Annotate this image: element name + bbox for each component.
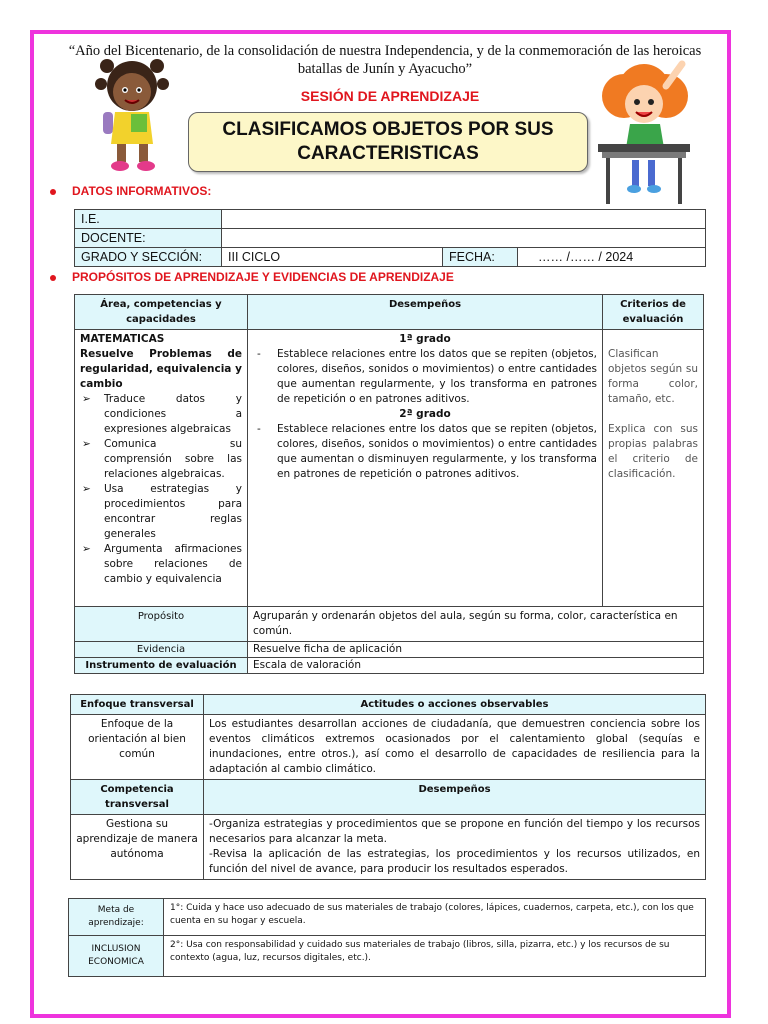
competencia-transversal-name: Gestiona su aprendizaje de manera autónoma	[71, 815, 204, 880]
enfoque-name: Enfoque de la orientación al bien común	[71, 715, 204, 780]
desempeno-a: -Organiza estrategias y procedimientos que se propone en función del tiempo y los recursos necesarios para alcanzar la meta.	[209, 818, 700, 845]
grado2-label: 2ª grado	[399, 408, 451, 420]
bullet-icon	[50, 189, 56, 195]
ie-value	[222, 210, 706, 229]
meta-label: Meta de aprendizaje:	[69, 899, 164, 936]
meta-item-1: 1°: Cuida y hace uso adecuado de sus materiales de trabajo (colores, lápices, cuadernos, carpeta, etc.), con los que cuenta en su hogar y escuela.	[164, 899, 706, 936]
session-label: SESIÓN DE APRENDIZAJE	[300, 88, 480, 104]
desempenos-transversal-cell	[204, 815, 706, 880]
desempeno-2: - Establece relaciones entre los datos que se repiten (objetos, colores, diseños, sonidos o movimientos) o entre cantidades que aumentan o disminuyen regularmente, y los transforma en patrones de repetición o patrones aditivos.	[253, 422, 597, 482]
proposito-label: Propósito	[75, 607, 248, 642]
evidencia-value: Resuelve ficha de aplicación	[248, 642, 704, 658]
list-item: ➢ Comunica su comprensión sobre las relaciones algebraicas.	[80, 437, 242, 482]
docente-value	[222, 229, 706, 248]
heading-text: PROPÓSITOS DE APRENDIZAJE Y EVIDENCIAS DE APRENDIZAJE	[72, 270, 454, 284]
docente-label: DOCENTE:	[75, 229, 222, 248]
motto-text: “Año del Bicentenario, de la consolidación de nuestra Independencia, y de la conmemoración de las heroicas batallas de Junín y Ayacucho”	[68, 43, 702, 77]
grado-value: III CICLO	[222, 248, 443, 267]
grado1-label: 1ª grado	[399, 333, 451, 345]
col-desempenos-transversal: Desempeños	[204, 780, 706, 815]
page-title: CLASIFICAMOS OBJETOS POR SUS CARACTERISTICAS	[188, 112, 588, 172]
col-competencia: Competencia transversal	[71, 780, 204, 815]
datos-table	[74, 209, 706, 267]
fecha-value: …… /…… / 2024	[518, 248, 706, 267]
ie-label: I.E.	[75, 210, 222, 229]
proposito-value: Agruparán y ordenarán objetos del aula, según su forma, color, característica en común.	[248, 607, 704, 642]
col-area: Área, competencias y capacidades	[75, 295, 248, 330]
girl-at-desk-illustration	[596, 56, 696, 208]
list-item: ➢ Traduce datos y condiciones a expresiones algebraicas	[80, 392, 242, 437]
section-heading-datos	[50, 184, 211, 198]
col-enfoque: Enfoque transversal	[71, 695, 204, 715]
col-actitudes: Actitudes o acciones observables	[204, 695, 706, 715]
evidencia-label: Evidencia	[75, 642, 248, 658]
desempeno-1: - Establece relaciones entre los datos que se repiten (objetos, colores, diseños, sonidos o movimientos) o entre cantidades que aumentan regularmente, y los transforma en patrones de repetición o en patrones aditivos.	[253, 347, 597, 407]
propositos-table	[74, 294, 704, 674]
desempeno-b: -Revisa la aplicación de las estrategias, los procedimientos y los recursos utilizados, en función del nivel de avance, para producir los resultados esperados.	[209, 848, 700, 875]
list-item: ➢ Argumenta afirmaciones sobre relaciones de cambio y equivalencia	[80, 542, 242, 587]
desempenos-cell	[248, 330, 603, 607]
meta-table	[68, 898, 706, 977]
instrumento-value: Escala de valoración	[248, 658, 704, 674]
criterios-cell	[603, 330, 704, 607]
section-heading-propositos	[50, 270, 454, 284]
instrumento-label: Instrumento de evaluación	[75, 658, 248, 674]
inclusion-label: INCLUSION ECONOMICA	[69, 936, 164, 977]
capacidades-list	[80, 392, 242, 587]
area-cell	[75, 330, 248, 607]
grado-label: GRADO Y SECCIÓN:	[75, 248, 222, 267]
actitudes-text: Los estudiantes desarrollan acciones de ciudadanía, que demuestren conciencia sobre los eventos climáticos extremos ocasionados por el calentamiento global (sequías e inundaciones, entre otros.), así como el desarrollo de capacidades de resiliencia para la adaptación al cambio climático.	[204, 715, 706, 780]
criterio-1: Clasifican objetos según su forma color, tamaño, etc.	[608, 348, 698, 405]
fecha-label: FECHA:	[443, 248, 518, 267]
area-name: MATEMATICAS	[80, 333, 165, 345]
meta-item-2: 2°: Usa con responsabilidad y cuidado sus materiales de trabajo (libros, silla, pizarra, etc.) y los recursos de su contexto (agua, luz, recursos digitales, etc.).	[164, 936, 706, 977]
enfoque-table	[70, 694, 706, 880]
heading-text: DATOS INFORMATIVOS:	[72, 184, 212, 198]
col-criterios: Criterios de evaluación	[603, 295, 704, 330]
bullet-icon	[50, 275, 56, 281]
col-desempenos: Desempeños	[248, 295, 603, 330]
competencia-name: Resuelve Problemas de regularidad, equivalencia y cambio	[80, 348, 242, 390]
list-item: ➢ Usa estrategias y procedimientos para encontrar reglas generales	[80, 482, 242, 542]
criterio-2: Explica con sus propias palabras el criterio de clasificación.	[608, 423, 698, 480]
